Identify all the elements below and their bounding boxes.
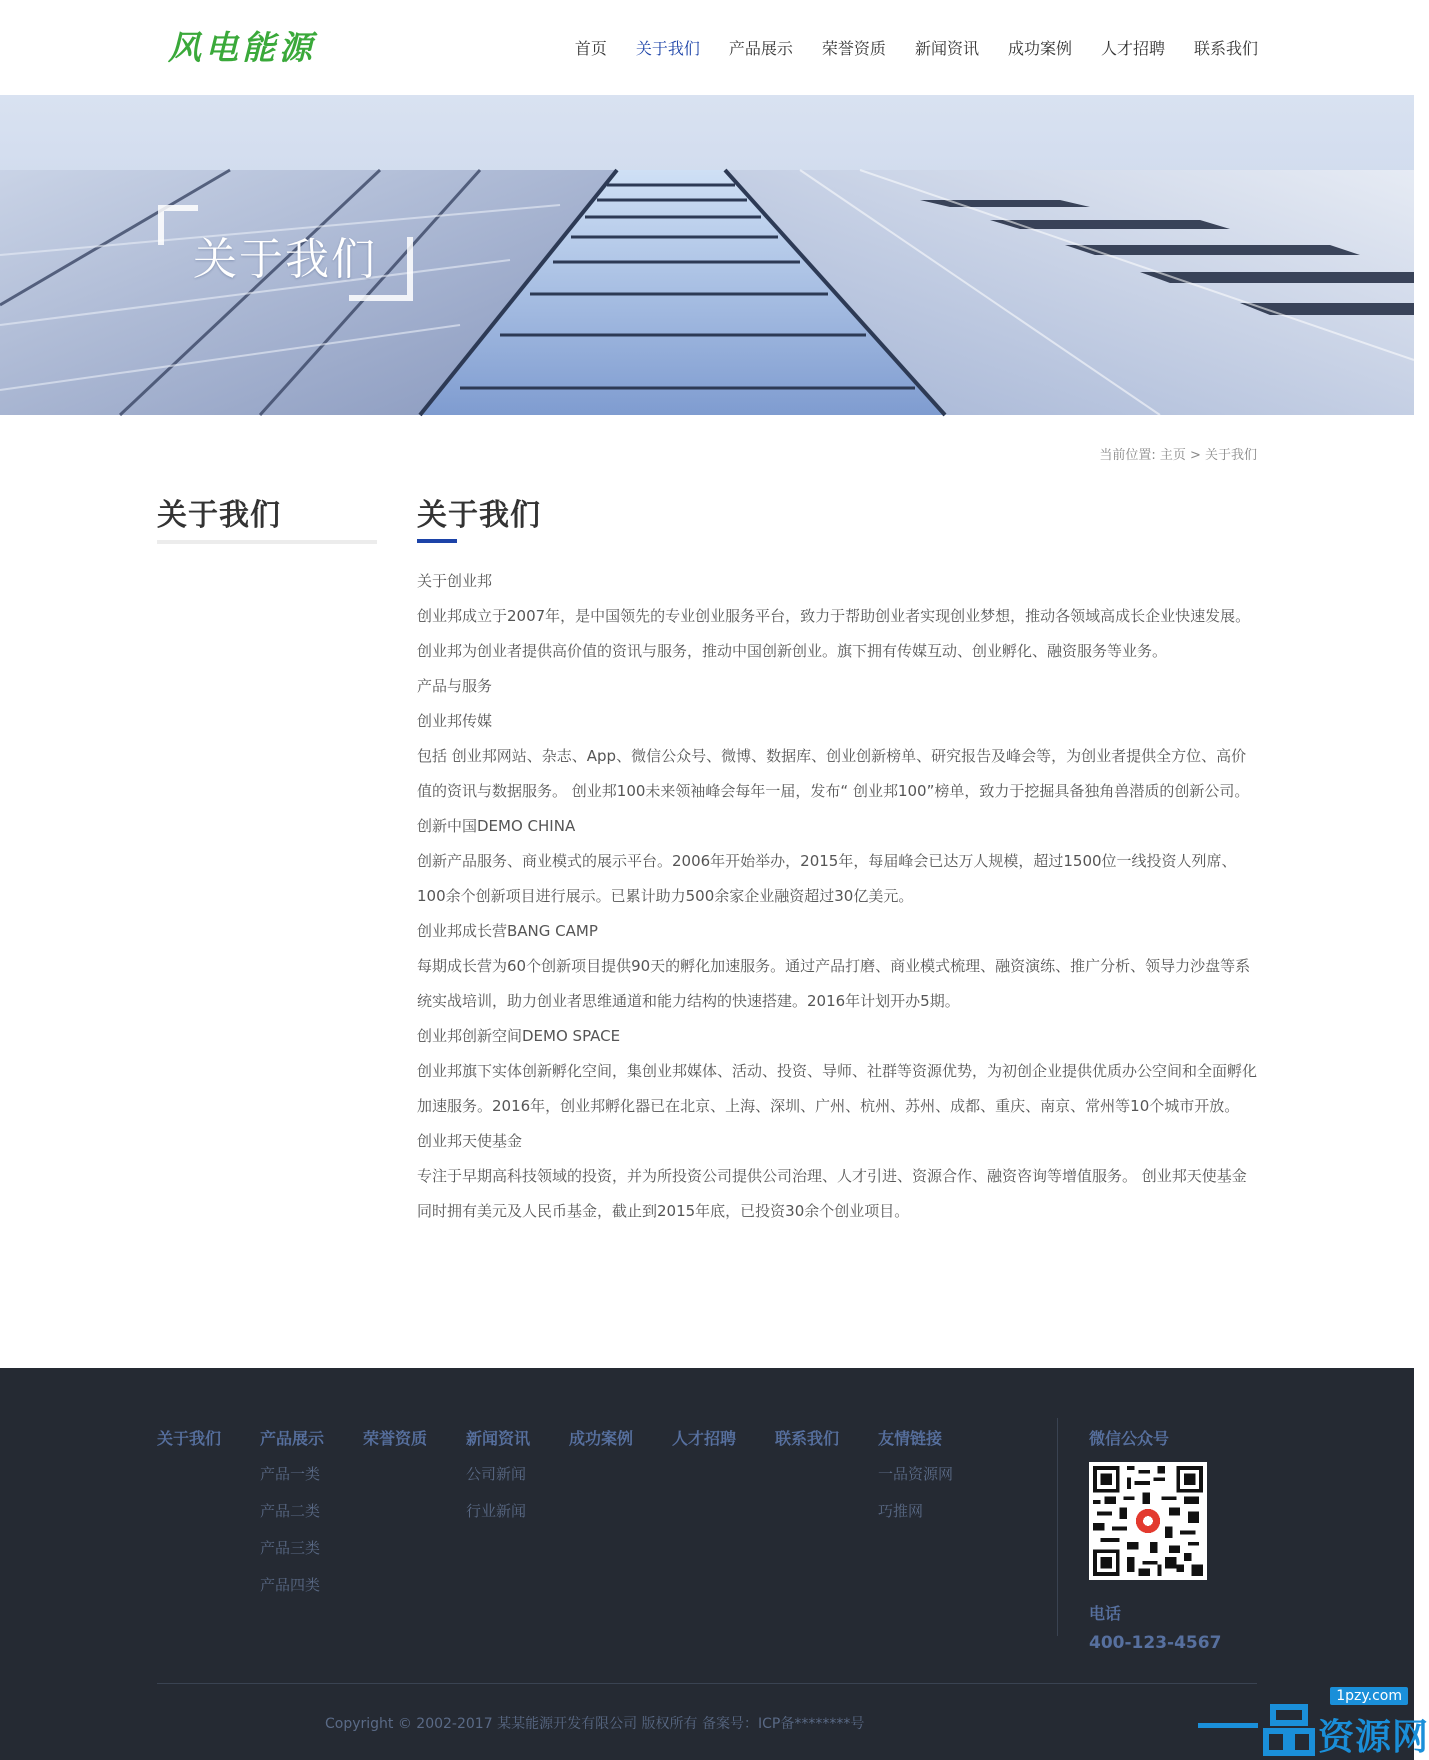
footer-col-title[interactable]: 新闻资讯 <box>466 1429 531 1448</box>
article-paragraph: 关于创业邦 <box>417 572 493 590</box>
footer-link[interactable]: 产品一类 <box>260 1465 321 1483</box>
article-paragraph: 创业邦传媒 <box>417 712 493 730</box>
footer-vertical-divider <box>1057 1418 1058 1636</box>
footer-link[interactable]: 巧推网 <box>878 1502 924 1520</box>
article-content <box>417 564 1257 1229</box>
nav-item-contact[interactable]: 联系我们 <box>1193 39 1258 58</box>
article-paragraph: 创新产品服务、商业模式的展示平台。2006年开始举办，2015年，每届峰会已达万人规模，超过1500位一线投资人列席、100余个创新项目进行展示。已累计助力500余家企业融资超过30亿美元。 <box>417 852 1237 905</box>
footer-link[interactable]: 产品四类 <box>260 1576 321 1594</box>
watermark-logo <box>1198 1683 1429 1760</box>
wechat-title: 微信公众号 <box>1089 1429 1170 1448</box>
article-paragraph: 创业邦成立于2007年，是中国领先的专业创业服务平台，致力于帮助创业者实现创业梦想，推动各领域高成长企业快速发展。 <box>417 607 1251 625</box>
site-logo[interactable]: 风电能源 <box>168 28 316 67</box>
sidebar-title: 关于我们 <box>157 498 281 533</box>
nav-item-about[interactable]: 关于我们 <box>635 39 700 58</box>
watermark-glyph-icon <box>1263 1703 1315 1757</box>
footer-col-honors <box>363 1426 427 1452</box>
nav-item-products[interactable]: 产品展示 <box>728 39 793 58</box>
article-paragraph: 创业邦创新空间DEMO SPACE <box>417 1027 621 1045</box>
banner-title-frame <box>158 205 413 301</box>
footer-col-title[interactable]: 关于我们 <box>157 1429 222 1448</box>
footer-col-title[interactable]: 荣誉资质 <box>363 1429 428 1448</box>
nav-item-cases[interactable]: 成功案例 <box>1007 39 1072 58</box>
footer-col-title[interactable]: 成功案例 <box>569 1429 634 1448</box>
page-title: 关于我们 <box>417 498 541 533</box>
footer-col-jobs <box>672 1426 736 1452</box>
main-nav <box>546 36 1258 59</box>
wechat-qr-code <box>1089 1462 1207 1580</box>
phone-label: 电话 <box>1089 1604 1122 1623</box>
banner-title: 关于我们 <box>193 234 377 285</box>
nav-item-honors[interactable]: 荣誉资质 <box>821 39 886 58</box>
footer-col-title[interactable]: 产品展示 <box>260 1429 325 1448</box>
breadcrumb: 当前位置: 主页 > 关于我们 <box>1099 448 1257 463</box>
phone-number: 400-123-4567 <box>1089 1633 1222 1653</box>
frame-corner-top-left <box>158 205 198 245</box>
article-paragraph: 每期成长营为60个创新项目提供90天的孵化加速服务。通过产品打磨、商业模式梳理、融资演练、推广分析、领导力沙盘等系统实战培训，助力创业者思维通道和能力结构的快速搭建。2016年计划开办5期。 <box>417 957 1251 1010</box>
footer-col-title[interactable]: 友情链接 <box>878 1429 943 1448</box>
footer-col-cases <box>569 1426 633 1452</box>
footer-horizontal-divider <box>157 1683 1257 1684</box>
watermark-dash <box>1198 1723 1258 1728</box>
site-header <box>0 0 1414 95</box>
article-paragraph: 创新中国DEMO CHINA <box>417 817 576 835</box>
nav-item-home[interactable]: 首页 <box>574 39 607 58</box>
qr-code-icon <box>1093 1466 1203 1576</box>
article-paragraph: 包括 创业邦网站、杂志、App、微信公众号、微博、数据库、创业创新榜单、研究报告及峰会等，为创业者提供全方位、高价值的资讯与数据服务。 创业邦100未来领袖峰会每年一届，发布“ 创业邦100”榜单，致力于挖掘具备独角兽潜质的创新公司。 <box>417 747 1250 800</box>
sidebar-divider <box>157 540 377 544</box>
footer-col-links <box>878 1426 953 1526</box>
footer-col-title[interactable]: 人才招聘 <box>672 1429 737 1448</box>
article-paragraph: 创业邦旗下实体创新孵化空间，集创业邦媒体、活动、投资、导师、社群等资源优势，为初创企业提供优质办公空间和全面孵化加速服务。2016年，创业邦孵化器已在北京、上海、深圳、广州、杭州、苏州、成都、重庆、南京、常州等10个城市开放。 <box>417 1062 1258 1115</box>
page-banner <box>0 95 1414 415</box>
article-paragraph: 创业邦天使基金 <box>417 1132 523 1150</box>
footer-col-title[interactable]: 联系我们 <box>775 1429 840 1448</box>
footer-link[interactable]: 产品三类 <box>260 1539 321 1557</box>
footer-col-news <box>466 1426 530 1526</box>
nav-item-jobs[interactable]: 人才招聘 <box>1100 39 1165 58</box>
copyright-text: Copyright © 2002-2017 某某能源开发有限公司 版权所有 备案号：ICP备********号 <box>325 1716 865 1732</box>
nav-item-news[interactable]: 新闻资讯 <box>914 39 979 58</box>
footer-link[interactable]: 一品资源网 <box>878 1465 954 1483</box>
article-paragraph: 创业邦为创业者提供高价值的资讯与服务，推动中国创新创业。旗下拥有传媒互动、创业孵化、融资服务等业务。 <box>417 642 1168 660</box>
article-paragraph: 创业邦成长营BANG CAMP <box>417 922 598 940</box>
article-paragraph: 专注于早期高科技领域的投资，并为所投资公司提供公司治理、人才引进、资源合作、融资咨询等增值服务。 创业邦天使基金同时拥有美元及人民币基金，截止到2015年底，已投资30余个创业项目。 <box>417 1167 1247 1220</box>
title-underline <box>417 539 457 543</box>
footer-link[interactable]: 公司新闻 <box>466 1465 527 1483</box>
watermark-url: 1pzy.com <box>1330 1687 1408 1705</box>
article-paragraph: 产品与服务 <box>417 677 493 695</box>
footer-link[interactable]: 行业新闻 <box>466 1502 527 1520</box>
watermark-text: 资源网 <box>1318 1717 1429 1758</box>
footer-col-products <box>260 1426 324 1600</box>
footer-col-contact <box>775 1426 839 1452</box>
footer-link[interactable]: 产品二类 <box>260 1502 321 1520</box>
footer-col-about <box>157 1426 221 1452</box>
